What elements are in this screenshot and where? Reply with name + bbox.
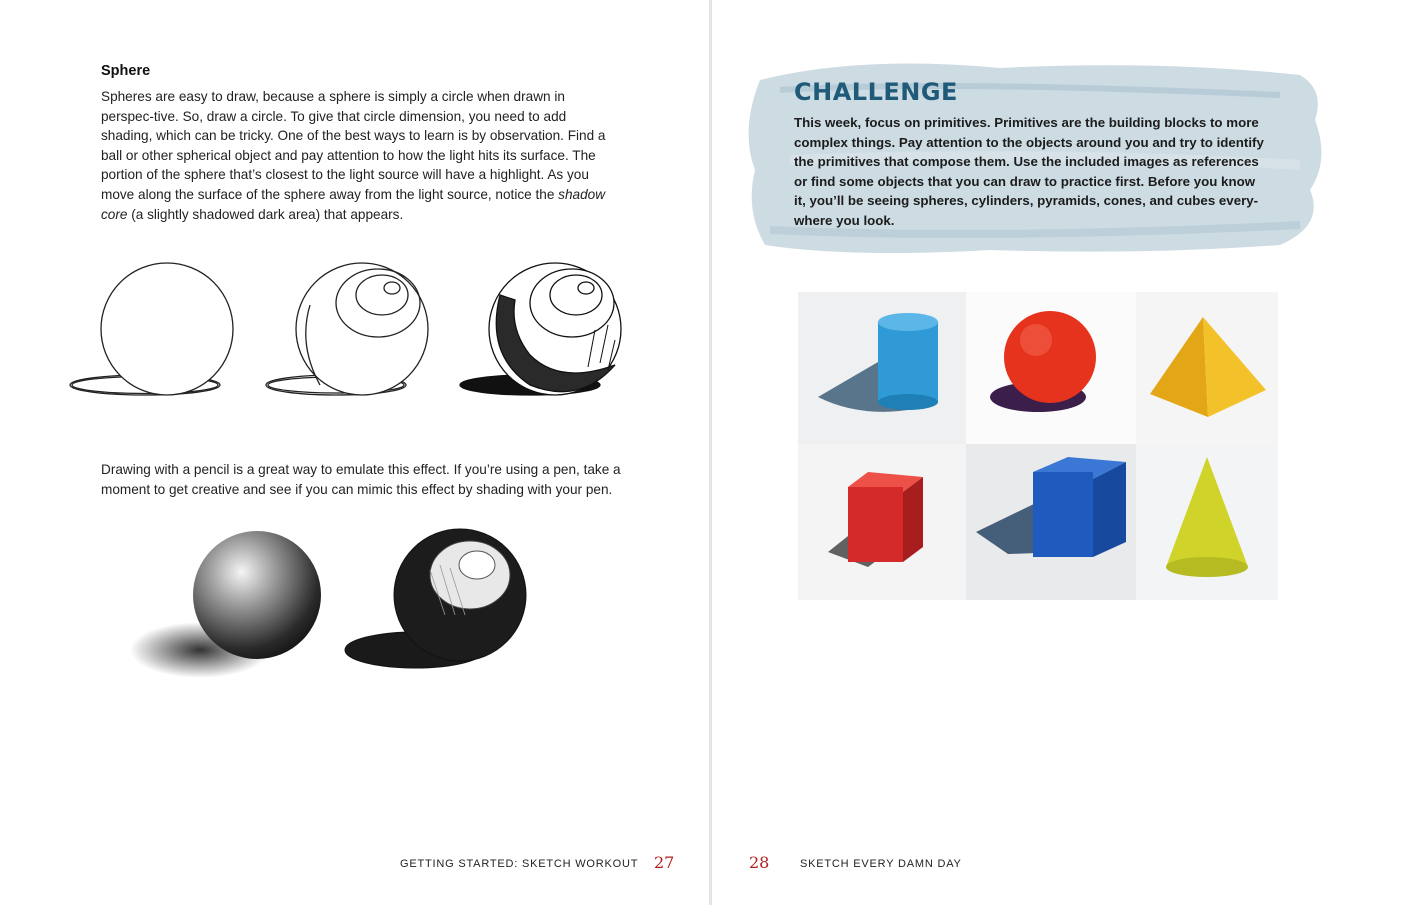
challenge-body: This week, focus on primitives. Primitives are the building blocks to more complex things. Pay attention to the objects around you and try to identify the primitives that compose them. Use the included images as references or find some objects that you can draw to practice first. Before you know it, you’ll be seeing spheres, cylinders, pyramids, cones, and cubes every-where you look. (794, 115, 1264, 228)
sphere-paragraph (101, 87, 621, 224)
footer-left: GETTING STARTED: SKETCH WORKOUT (400, 858, 639, 870)
shaded-spheres (125, 520, 545, 700)
photo-cube (966, 444, 1136, 600)
para1-text-b: (a slightly shadowed dark area) that appears. (127, 206, 404, 222)
sphere-sketch-steps (60, 245, 660, 425)
section-heading: Sphere (101, 63, 151, 79)
footer-right: SKETCH EVERY DAMN DAY (800, 858, 962, 870)
challenge-title: CHALLENGE (794, 78, 958, 106)
sketch-step-2 (266, 263, 428, 395)
sketch-step-1 (70, 263, 233, 395)
photo-cylinder (798, 292, 966, 444)
page-number-left: 27 (654, 853, 675, 872)
photo-box (798, 444, 966, 600)
page-number-right: 28 (749, 853, 770, 872)
photo-sphere (966, 292, 1136, 444)
shadow-core-term: shadow core (101, 186, 606, 222)
pencil-paragraph: Drawing with a pencil is a great way to emulate this effect. If you’re using a pen, take a moment to get creative and see if you can mimic this effect by shading with your pen. (101, 462, 621, 497)
photo-cone (1136, 444, 1278, 600)
primitives-photo-grid (798, 292, 1278, 600)
sketch-step-3 (460, 263, 621, 395)
photo-pyramid (1136, 292, 1278, 444)
para1-text-a: Spheres are easy to draw, because a sphere is simply a circle when drawn in perspec-tive. So, draw a circle. To give that circle dimension, you need to add shading, which can be tricky. One of the best ways to learn is by observation. Find a ball or other spherical object and pay attention to how the light hits its surface. The portion of the sphere that’s closest to the light source will have a highlight. As you move along the surface of the sphere away from the light source, notice the (101, 89, 606, 202)
pen-sphere (345, 529, 526, 668)
pencil-sphere (130, 531, 321, 678)
